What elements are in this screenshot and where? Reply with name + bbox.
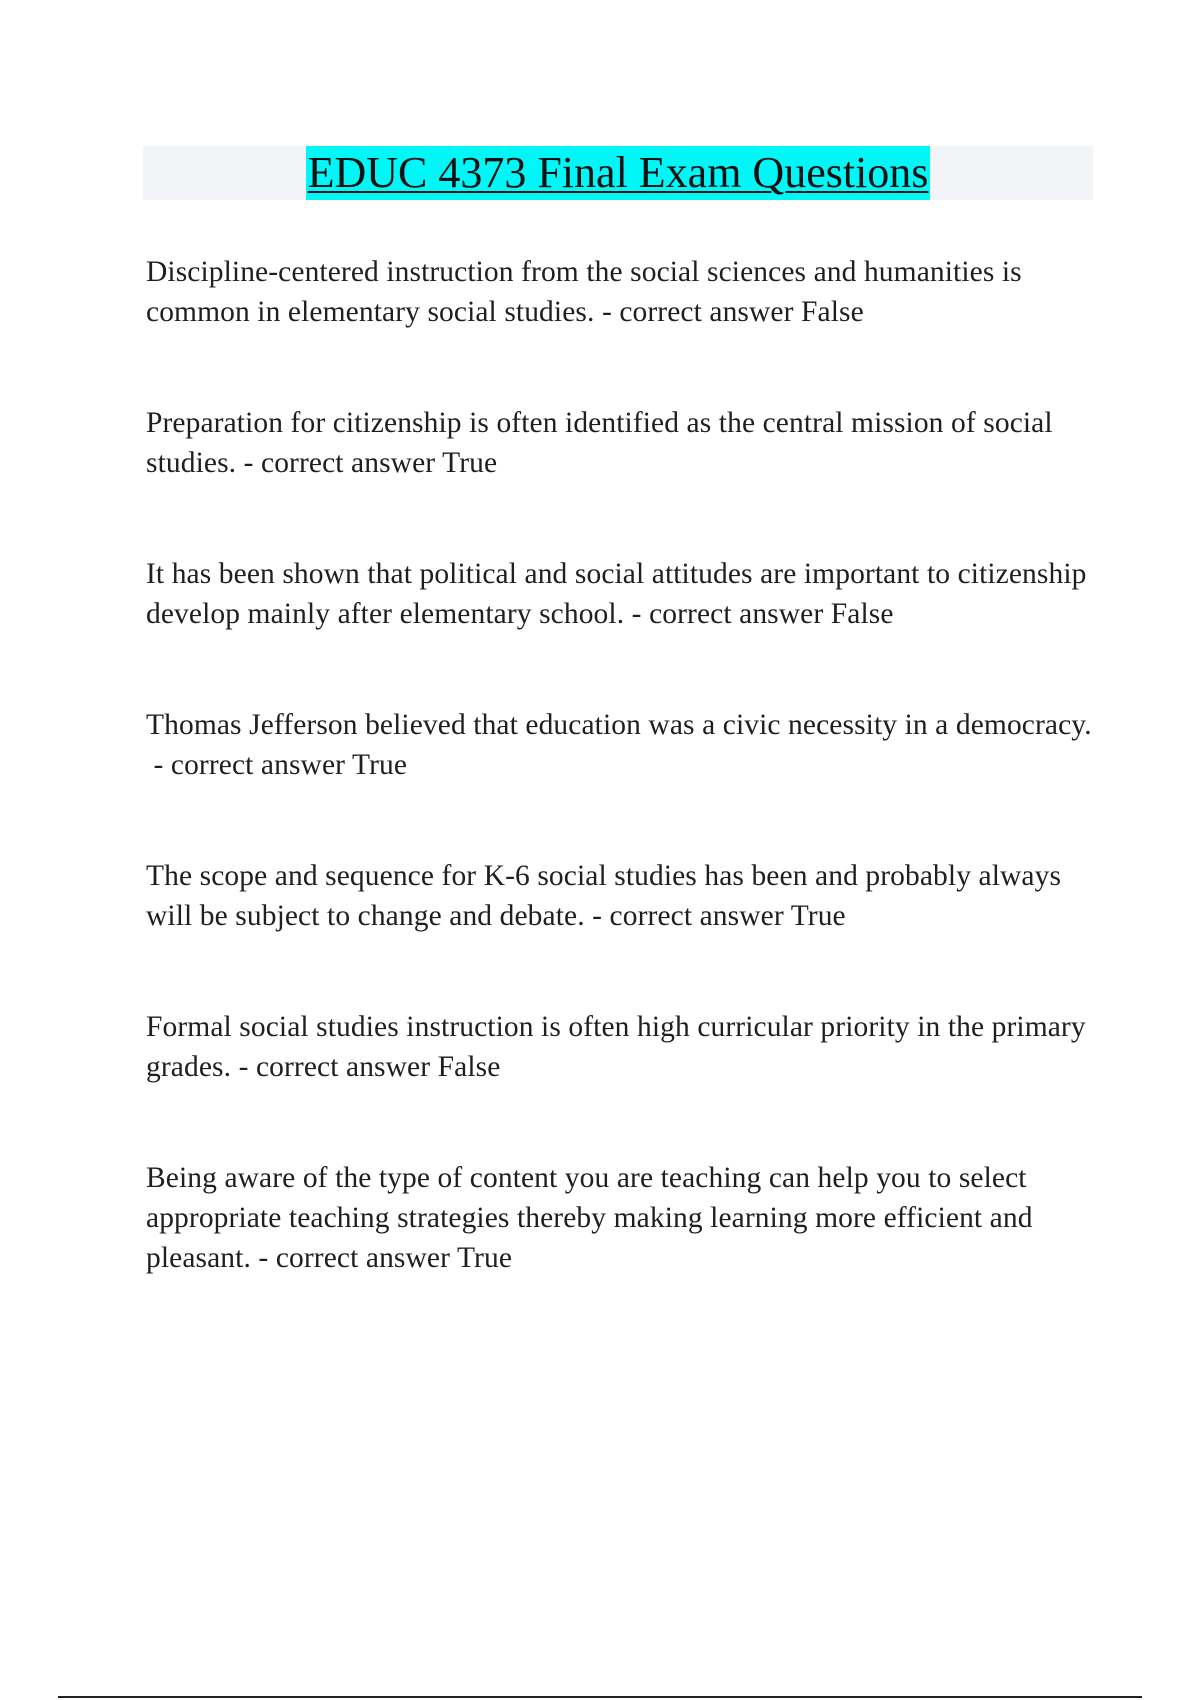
answer-prefix: - correct answer (238, 1051, 431, 1083)
question-list (146, 252, 1096, 1349)
question-item (146, 856, 1096, 936)
question-item (146, 705, 1096, 785)
answer-value: False (801, 296, 864, 328)
question-item (146, 252, 1096, 332)
answer-prefix: - correct answer (243, 447, 436, 479)
answer-prefix: - correct answer (258, 1242, 451, 1274)
question-item (146, 403, 1096, 483)
answer-value: False (437, 1051, 501, 1083)
answer-prefix: - correct answer (592, 900, 784, 932)
question-text: Thomas Jefferson believed that education was a civic necessity in a democracy. (146, 709, 1092, 741)
title-band (143, 146, 1093, 200)
question-text: Being aware of the type of content you are teaching can help you to select appropriate teaching strategies thereby making learning more efficient and pleasant. (146, 1162, 1033, 1274)
question-item (146, 1158, 1096, 1278)
document-title: EDUC 4373 Final Exam Questions (306, 146, 931, 200)
answer-prefix: - correct answer (153, 749, 346, 781)
footer-divider (58, 1696, 1142, 1698)
question-item (146, 554, 1096, 634)
answer-value: True (456, 1242, 513, 1274)
answer-value: True (442, 447, 498, 479)
answer-value: False (830, 598, 894, 630)
question-text: Preparation for citizenship is often identified as the central mission of social studies. (146, 407, 1053, 479)
question-text: Formal social studies instruction is often high curricular priority in the primary grades. (146, 1011, 1086, 1083)
question-text: It has been shown that political and social attitudes are important to citizenship develop mainly after elementary school. (146, 558, 1087, 630)
question-text: The scope and sequence for K-6 social studies has been and probably always will be subject to change and debate. (146, 860, 1062, 932)
answer-prefix: - correct answer (601, 296, 794, 328)
answer-value: True (790, 900, 846, 932)
question-item (146, 1007, 1096, 1087)
question-text: Discipline-centered instruction from the social sciences and humanities is common in elementary social studies. (146, 256, 1022, 328)
answer-value: True (352, 749, 408, 781)
answer-prefix: - correct answer (631, 598, 824, 630)
